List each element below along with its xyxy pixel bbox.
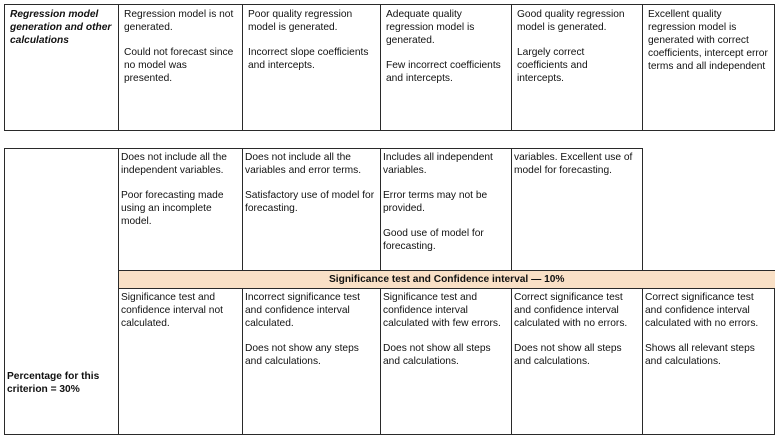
rubric-cell-level-4: [643, 5, 775, 131]
criterion-cell: [5, 149, 119, 435]
percentage-label: Percentage for this criterion = 30%: [7, 371, 100, 395]
rubric-cell-level-2: [243, 149, 381, 271]
table-row: [5, 289, 775, 435]
rubric-cell-level-3: [512, 289, 643, 435]
table-row: [5, 149, 775, 271]
cell-text: Does not show all steps and calculations.: [514, 343, 622, 367]
cell-text: Excellent quality regression model is generated with correct coefficients, intercept error terms and all independent: [648, 9, 768, 72]
rubric-cell-level-1: [119, 149, 243, 271]
rubric-table-bottom: [4, 148, 775, 435]
section-header-row: [5, 271, 775, 289]
rubric-cell-level-1: [243, 5, 381, 131]
cell-text: Correct significance test and confidence interval calculated with no errors.: [514, 292, 628, 329]
cell-text: Significance test and confidence interval not calculated.: [121, 292, 223, 329]
cell-text: Could not forecast since no model was presented.: [124, 47, 234, 84]
rubric-table-top: [4, 4, 775, 131]
rubric-cell-level-4: [512, 149, 643, 271]
cell-text: Poor forecasting made using an incomplete model.: [121, 190, 224, 227]
cell-text: Regression model is not generated.: [124, 9, 234, 33]
cell-text: variables. Excellent use of model for forecasting.: [514, 152, 633, 176]
cell-text: Does not include all the variables and error terms.: [245, 152, 362, 176]
cell-text: Adequate quality regression model is generated.: [386, 9, 475, 46]
cell-text: Shows all relevant steps and calculations.: [645, 343, 755, 367]
cell-text: Few incorrect coefficients and intercepts.: [386, 60, 501, 84]
cell-text: Does not show any steps and calculations.: [245, 343, 359, 367]
cell-text: Good use of model for forecasting.: [383, 228, 484, 252]
cell-text: Satisfactory use of model for forecasting.: [245, 190, 375, 214]
cell-text: Poor quality regression model is generated.: [248, 9, 353, 33]
cell-text: Does not include all the independent variables.: [121, 152, 227, 176]
rubric-cell-level-0: [119, 289, 243, 435]
cell-text: Error terms may not be provided.: [383, 190, 488, 214]
rubric-cell-level-2: [381, 289, 512, 435]
cell-text: Significance test and confidence interval calculated with few errors.: [383, 292, 501, 329]
rubric-cell-level-0: [119, 5, 243, 131]
rubric-cell-level-3: [381, 149, 512, 271]
table-row: [5, 5, 775, 131]
cell-text: Incorrect slope coefficients and intercepts.: [248, 47, 369, 71]
criterion-label: Regression model generation and other calculations: [5, 5, 119, 131]
cell-text: Largely correct coefficients and intercepts.: [517, 47, 588, 84]
cell-text: Includes all independent variables.: [383, 152, 493, 176]
cell-text: Correct significance test and confidence interval calculated with no errors.: [645, 292, 759, 329]
cell-text: Incorrect significance test and confidence interval calculated.: [245, 292, 360, 329]
cell-text: Good quality regression model is generated.: [517, 9, 625, 33]
rubric-cell-level-3: [512, 5, 643, 131]
section-header: Significance test and Confidence interval — 10%: [119, 271, 775, 289]
rubric-cell-level-2: [381, 5, 512, 131]
rubric-cell-level-1: [243, 289, 381, 435]
rubric-cell-level-4: [643, 289, 775, 435]
cell-text: Does not show all steps and calculations.: [383, 343, 491, 367]
